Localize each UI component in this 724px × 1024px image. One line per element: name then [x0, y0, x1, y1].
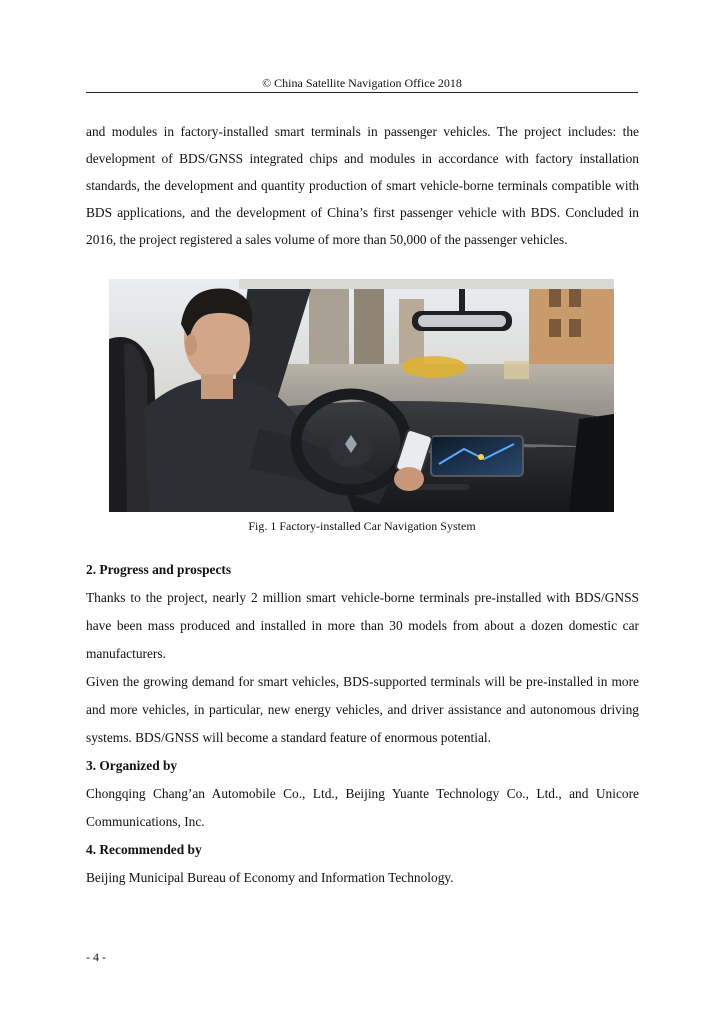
page-number: - 4 -: [86, 950, 106, 964]
sections: [86, 556, 639, 892]
section-paragraph: Beijing Municipal Bureau of Economy and Information Technology.: [86, 870, 454, 885]
section-paragraph: Given the growing demand for smart vehicles, BDS-supported terminals will be pre-installed in more and more vehicles, in particular, new energy vehicles, and driver assistance and autonomous driving systems. BDS/GNSS will become a standard feature of enormous potential.: [86, 674, 639, 745]
section-heading-recommended: 4. Recommended by: [86, 842, 202, 857]
section-heading-organized: 3. Organized by: [86, 758, 178, 773]
section-heading-progress: 2. Progress and prospects: [86, 562, 232, 577]
section-paragraph: Thanks to the project, nearly 2 million smart vehicle-borne terminals pre-installed with BDS/GNSS have been mass produced and installed in more than 30 models from about a dozen domestic car manufacturers.: [86, 590, 639, 661]
figure-caption: Fig. 1 Factory-installed Car Navigation System: [248, 519, 476, 533]
intro-paragraph: and modules in factory-installed smart terminals in passenger vehicles. The project includes: the development of BDS/GNSS integrated chips and modules in accordance with factory installation standards, the development and quantity production of smart vehicle-borne terminals compatible with BDS applications, and the development of China’s first passenger vehicle with BDS. Concluded in 2016, the project registered a sales volume of more than 50,000 of the passenger vehicles.: [86, 124, 639, 247]
header-divider: [86, 92, 638, 93]
section-paragraph: Chongqing Chang’an Automobile Co., Ltd., Beijing Yuante Technology Co., Ltd., and Unicore Communications, Inc.: [86, 786, 639, 829]
car-navigation-photo: [109, 279, 614, 512]
intro-section: [86, 118, 639, 253]
page-header: © China Satellite Navigation Office 2018: [262, 76, 462, 90]
